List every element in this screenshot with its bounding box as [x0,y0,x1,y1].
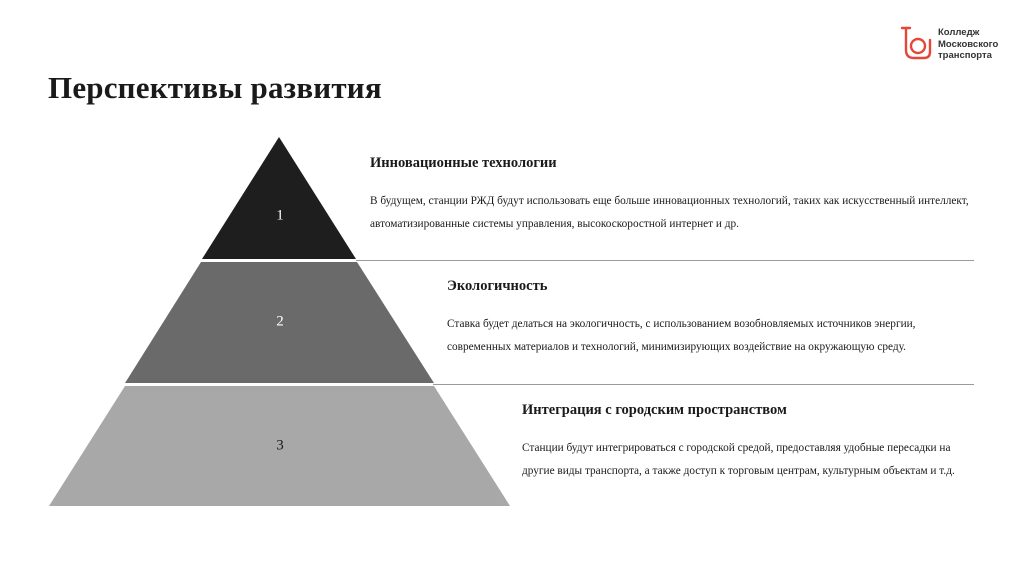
block-heading: Экологичность [447,278,548,294]
college-name-line: Колледж [938,27,980,38]
block-heading: Интеграция с городским пространством [522,402,787,418]
perspective-block-innovation [370,155,970,235]
divider-line [433,384,974,385]
block-text: В будущем, станции РЖД будут использовать еще больше инновационных технологий, таких как искусственный интеллект, автоматизированные системы управления, высокоскоростной интернет и др. [370,195,969,230]
block-text: Ставка будет делаться на экологичность, с использованием возобновляемых источников энергии, современных материалов и технологий, минимизирующих воздействие на окружающую среду. [447,318,916,353]
college-name-line: транспорта [938,50,992,61]
block-text: Станции будут интегрироваться с городской средой, предоставляя удобные пересадки на другие виды транспорта, а также доступ к торговым центрам, культурным объектам и т.д. [522,442,955,477]
perspective-block-integration [522,402,972,482]
page-title: Перспективы развития [48,70,382,105]
divider-line [356,260,974,261]
block-heading: Инновационные технологии [370,155,557,171]
college-name-line: Московского [938,38,999,50]
pyramid-level-2-number: 2 [276,313,284,330]
pyramid-level-3-number: 3 [276,437,284,454]
perspective-block-ecology [447,278,967,358]
pyramid-level-1 [202,137,356,259]
pyramid-level-1-number: 1 [276,207,284,224]
